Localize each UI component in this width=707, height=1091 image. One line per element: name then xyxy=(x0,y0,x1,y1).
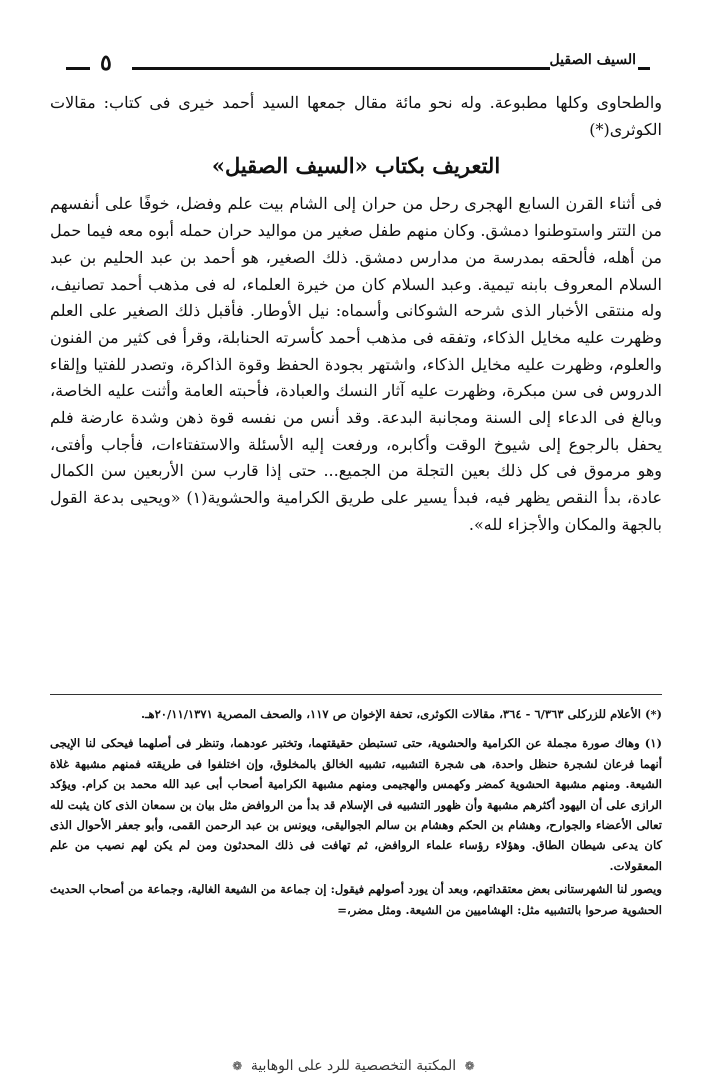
running-header xyxy=(66,48,650,78)
footnote-1-continuation: ويصور لنا الشهرستانى بعض معتقداتهم، وبعد أن يورد أصولهم فيقول: إن جماعة من الشيعة الغالية، وجماعة من أصحاب الحديث الحشوية صرحوا بالتشبيه مثل: الهشاميين من الشيعة. ومثل مضر،= xyxy=(50,882,662,917)
main-paragraph: فى أثناء القرن السابع الهجرى رحل من حران إلى الشام بيت علم وفضل، خوفًا على أنفسهم من التتر واستوطنوا دمشق. وكان منهم طفل صغير من مواليد حران حمله أبوه معه فيما حمل من أهله، فألحقه بمدرسة من مدارس دمشق. ذلك الصغير، هو أحمد بن عبد الحليم بن عبد السلام المعروف بابنه تيمية. وعبد السلام كان من خيرة العلماء، له فى مذهب أحمد تصانيف، وله منتقى الأخبار الذى شرحه الشوكانى وأسماه: نيل الأوطار. فأقبل ذلك الصغير على العلم وظهرت عليه مخايل الذكاء، وتفقه فى مذهب أحمد كأسرته الحنابلة، وقرأ فى كثير من الفنون والعلوم، وظهرت عليه مخايل الذكاء، واشتهر بجودة الحفظ وقوة الذاكرة، وتصدر للفتيا وإلقاء الدروس فى سن مبكرة، وظهرت عليه آثار النسك والعبادة، فأحبته العامة وأثنت عليه الخاصة، وبالغ فى الدعاء إلى السنة ومجانبة البدعة. وقد أنس من نفسه قوة ذهن وشدة عارضة فلم يحفل بالرجوع إلى شيوخ الوقت وأكابره، ورفعت إليه الأسئلة والاستفتاءات، فأجاب وأفتى، وهو مرموق فى كل ذلك بعين التجلة من الجميع... حتى إذا قارب سن الأربعين سن الكمال عادة، بدأ النقص يظهر فيه، فبدأ يسير على طريق الكرامية والحشوية(١) «ويحيى بدعة القول بالجهة والمكان والأجزاء لله». xyxy=(50,194,662,534)
ornament-left-icon: ❁ xyxy=(232,1059,243,1073)
running-title: السيف الصقيل xyxy=(549,52,636,68)
body-text xyxy=(50,90,662,539)
ornament-right-icon: ❁ xyxy=(464,1059,475,1073)
header-rule-left xyxy=(66,67,90,70)
footnote-1: (١) وهاك صورة مجملة عن الكرامية والحشوية، حتى تستبطن حقيقتهما، وتختبر عودهما، وتنظر فى أصلهما فيحكى لنا الإيجى أنهما فرعان لشجرة حنظل واحدة، هى شجرة التشبيه، تشبيه الخالق بالمخلوق، وإن اختلفوا فى طريقته فمنهم مشبهة غلاة الشيعة. ومنهم مشبهة الحشوية كمضر وكهمس والهجيمى ومنهم مشبهة الكرامية أصحاب أبى عبد الله محمد بن كرام. ويؤكد الرازى على أن اليهود أكثرهم مشبهة وأن ظهور التشبيه فى الإسلام قد بدأ من الروافض مثل بيان بن سمعان الذى كان يثبت لله تعالى الأعضاء والجوارح، وهشام بن الحكم وهشام بن سالم الجواليقى، ويونس بن عبد الرحمن القمى، وأبو جعفر الأحوال الذى كان يدعى شيطان الطاق. وهؤلاء رؤساء علماء الروافض، ثم تهافت فى ذلك المحدثون ومن لم يكن لهم نصيب من علم المعقولات. xyxy=(50,736,662,873)
library-name: المكتبة التخصصية للرد على الوهابية xyxy=(250,1058,457,1074)
footnote-star: (*) الأعلام للزركلى ٦/٣٦٣ - ٣٦٤، مقالات الكوثرى، تحفة الإخوان ص ١١٧، والصحف المصرية ٢٠/١١/١٣٧١هـ. xyxy=(141,707,662,721)
page-number: ٥ xyxy=(100,50,112,76)
page-footer xyxy=(0,1058,707,1074)
header-rule-middle xyxy=(132,67,550,70)
footnote-divider xyxy=(50,694,662,695)
header-rule-right xyxy=(638,67,650,70)
section-title: التعريف بكتاب «السيف الصقيل» xyxy=(211,153,501,179)
footnotes xyxy=(50,704,662,923)
intro-paragraph: والطحاوى وكلها مطبوعة. وله نحو مائة مقال جمعها السيد أحمد خيرى فى كتاب: مقالات الكوثرى(*) xyxy=(50,93,663,139)
